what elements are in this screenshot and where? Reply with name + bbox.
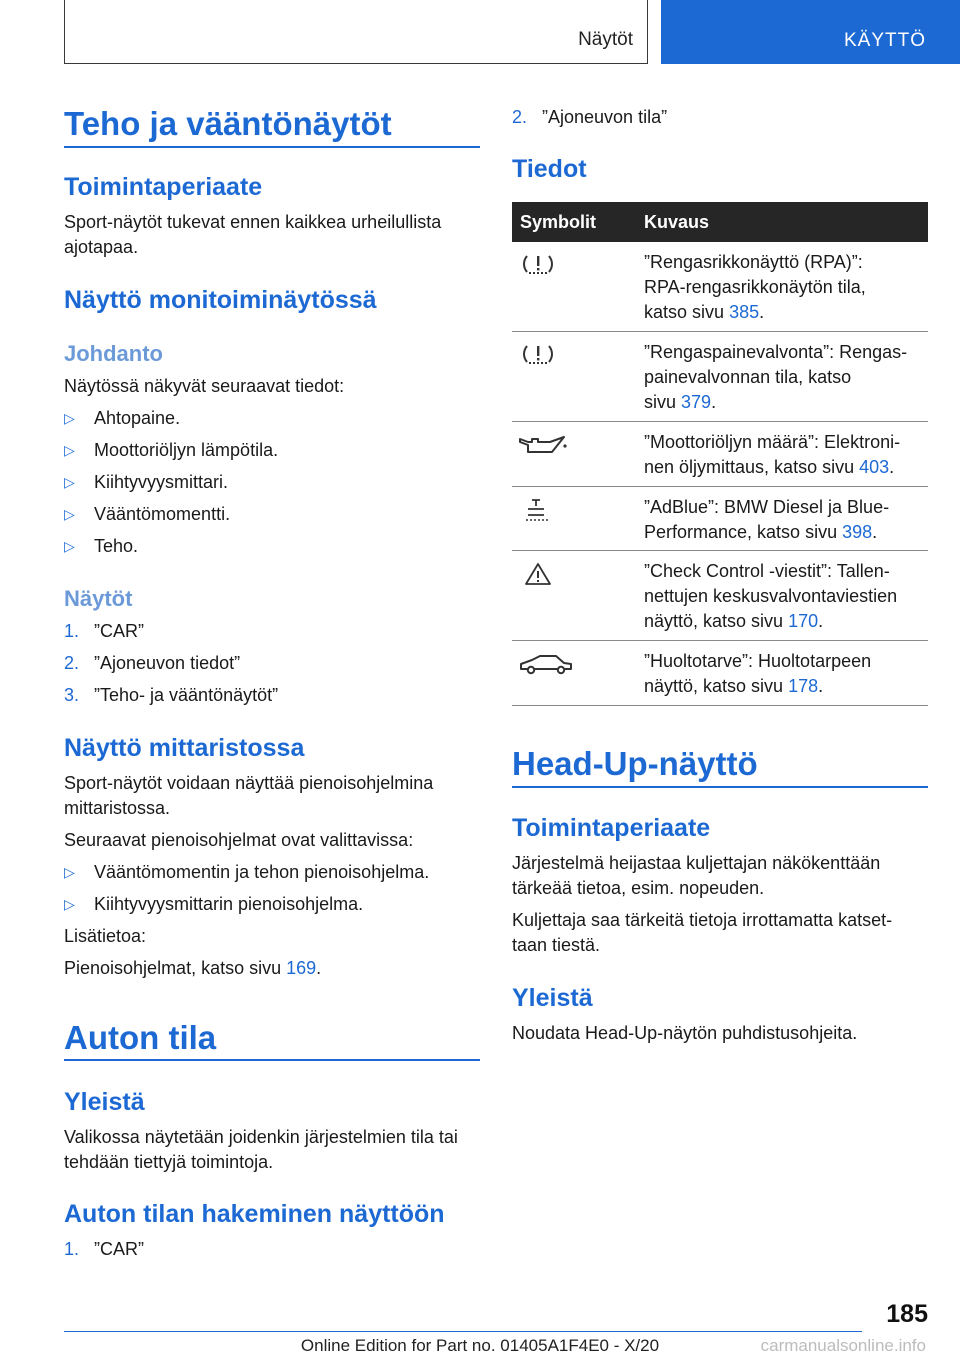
page-link-385[interactable]: 385 bbox=[729, 302, 760, 322]
warning-triangle-icon bbox=[518, 561, 558, 587]
header-chapter bbox=[661, 0, 960, 64]
info-heading: Tiedot bbox=[512, 155, 587, 183]
bullet-triangle-icon: ▷ bbox=[64, 538, 75, 554]
status-title-rule bbox=[64, 1059, 480, 1061]
bullet-triangle-icon: ▷ bbox=[64, 506, 75, 522]
table-row bbox=[512, 641, 928, 706]
page-link-403[interactable]: 403 bbox=[859, 457, 890, 477]
general-text-line-1: Valikossa näytetään joidenkin järjestelmien tila tai bbox=[64, 1127, 458, 1147]
hud-general-heading: Yleistä bbox=[512, 984, 593, 1012]
table-row bbox=[512, 551, 928, 641]
column-description: Kuvaus bbox=[644, 212, 710, 232]
hud-principle-text-line-2: tärkeää tietoa, esim. nopeuden. bbox=[512, 878, 765, 898]
displays-heading: Näytöt bbox=[64, 586, 133, 611]
car-service-icon bbox=[518, 651, 574, 677]
hud-principle-heading: Toimintaperiaate bbox=[512, 814, 711, 842]
row-description: ”Moottoriöljyn määrä”: Elektroni- nen öljymittaus, katso sivu 403. bbox=[644, 432, 901, 477]
column-symbol: Symbolit bbox=[520, 212, 597, 232]
row-description: ”AdBlue”: BMW Diesel ja Blue- Performance, katso sivu 398. bbox=[644, 497, 890, 542]
principle-heading: Toimintaperiaate bbox=[64, 173, 263, 201]
header-chapter-label: KÄYTTÖ bbox=[843, 30, 926, 51]
page-link-398[interactable]: 398 bbox=[842, 522, 873, 542]
row-description: ”Check Control -viestit”: Tallen- nettujen keskusvalvontaviestien näyttö, katso sivu 170. bbox=[644, 561, 898, 631]
page-number: 185 bbox=[886, 1300, 928, 1328]
oil-can-icon bbox=[518, 432, 568, 458]
header-section bbox=[64, 0, 648, 64]
page-link-169[interactable]: 169 bbox=[286, 958, 317, 978]
footer-edition: Online Edition for Part no. 01405A1F4E0 - X/20 bbox=[300, 1336, 660, 1355]
hud-title: Head-Up-näyttö bbox=[512, 745, 758, 782]
bullet-triangle-icon: ▷ bbox=[64, 474, 75, 490]
adblue-icon bbox=[518, 497, 558, 523]
cluster-text-line-1: Sport-näytöt voidaan näyttää pienoisohjelmina bbox=[64, 773, 434, 793]
general-text-line-2: tehdään tiettyjä toimintoja. bbox=[64, 1152, 274, 1172]
cluster-heading: Näyttö mittaristossa bbox=[64, 734, 305, 762]
bullet-triangle-icon: ▷ bbox=[64, 896, 75, 912]
header-section-label: Näytöt bbox=[578, 29, 633, 50]
hud-principle-text-line-1: Järjestelmä heijastaa kuljettajan näkökenttään bbox=[512, 853, 881, 873]
title-rule bbox=[64, 146, 480, 148]
multi-display-heading: Näyttö monitoiminäytössä bbox=[64, 286, 377, 314]
cluster-text-line-2: mittaristossa. bbox=[64, 798, 171, 818]
footer-watermark: carmanualsonline.info bbox=[760, 1336, 926, 1355]
more-info-label: Lisätietoa: bbox=[64, 926, 147, 946]
fetch-heading: Auton tilan hakeminen näyttöön bbox=[64, 1200, 445, 1228]
tire-pressure-monitor-icon bbox=[518, 342, 558, 368]
cluster-text-2: Seuraavat pienoisohjelmat ovat valittavissa: bbox=[64, 830, 414, 850]
table-header bbox=[512, 202, 928, 242]
more-info-text: Pienoisohjelmat, katso sivu 169. bbox=[64, 958, 322, 978]
intro-heading: Johdanto bbox=[64, 341, 163, 366]
bullet-triangle-icon: ▷ bbox=[64, 442, 75, 458]
hud-title-rule bbox=[512, 786, 928, 788]
status-title: Auton tila bbox=[64, 1019, 217, 1056]
table-row bbox=[512, 332, 928, 422]
page-title: Teho ja vääntönäytöt bbox=[64, 105, 392, 142]
row-description: ”Rengaspainevalvonta”: Rengas- painevalvonnan tila, katso sivu 379. bbox=[644, 342, 908, 412]
intro-text: Näytössä näkyvät seuraavat tiedot: bbox=[64, 376, 345, 396]
tire-pressure-warning-icon bbox=[518, 252, 558, 278]
hud-principle-text2-line-2: taan tiestä. bbox=[512, 935, 601, 955]
row-description: ”Rengasrikkonäyttö (RPA)”: RPA-rengasrikkonäytön tila, katso sivu 385. bbox=[644, 252, 866, 322]
bullet-triangle-icon: ▷ bbox=[64, 864, 75, 880]
footer-rule bbox=[64, 1331, 862, 1332]
table-row bbox=[512, 242, 928, 332]
hud-principle-text2-line-1: Kuljettaja saa tärkeitä tietoja irrottamatta katset- bbox=[512, 910, 893, 930]
table-row bbox=[512, 487, 928, 551]
principle-text-line-2: ajotapaa. bbox=[64, 237, 139, 257]
hud-general-text: Noudata Head-Up-näytön puhdistusohjeita. bbox=[512, 1023, 858, 1043]
principle-text-line-1: Sport-näytöt tukevat ennen kaikkea urheilullista bbox=[64, 212, 442, 232]
general-heading: Yleistä bbox=[64, 1088, 145, 1116]
page-link-379[interactable]: 379 bbox=[681, 392, 712, 412]
page-link-170[interactable]: 170 bbox=[788, 611, 819, 631]
row-description: ”Huoltotarve”: Huoltotarpeen näyttö, katso sivu 178. bbox=[644, 651, 872, 696]
bullet-triangle-icon: ▷ bbox=[64, 410, 75, 426]
table-row bbox=[512, 422, 928, 487]
page-link-178[interactable]: 178 bbox=[788, 676, 819, 696]
